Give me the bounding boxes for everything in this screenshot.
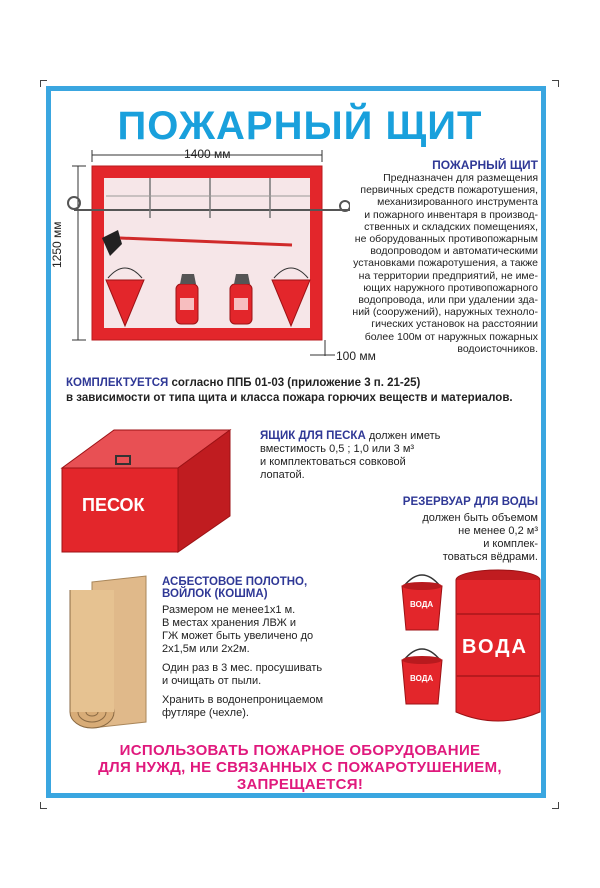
shield-desc-line: ний (сооружений), наружных техноло- (352, 306, 538, 319)
sand-box-label: ПЕСОК (82, 495, 145, 515)
kit-bold: КОМПЛЕКТУЕТСЯ (66, 377, 169, 389)
bucket-label: ВОДА (410, 600, 434, 609)
crop-mark (552, 80, 559, 87)
shield-desc-line: ственных и складских помещениях, (364, 220, 538, 233)
felt-care-line: Один раз в 3 мес. просушивать (162, 662, 323, 674)
crop-mark (552, 802, 559, 809)
water-text (360, 512, 538, 564)
felt-line: В местах хранения ЛВЖ и (162, 617, 296, 629)
shield-desc-line: не оборудованных противопожарным (354, 233, 538, 246)
bucket-label: ВОДА (410, 674, 434, 683)
sand-line: и комплектоваться совковой (260, 456, 406, 468)
warning-line: ЗАПРЕЩАЕТСЯ! (236, 776, 364, 793)
water-line: должен быть объемом (422, 512, 538, 524)
fire-shield-illustration (60, 148, 350, 368)
page-title: ПОЖАРНЫЙ ЩИТ (117, 104, 483, 148)
felt-care-line: и очищать от пыли. (162, 675, 262, 687)
shield-desc-line: водоисточников. (457, 342, 538, 355)
sand-box-illustration (58, 420, 238, 560)
warning-line: ИСПОЛЬЗОВАТЬ ПОЖАРНОЕ ОБОРУДОВАНИЕ (119, 742, 481, 759)
shield-desc-line: и пожарного инвентаря в производ- (364, 208, 538, 221)
felt-text (162, 576, 372, 720)
kit-text (66, 376, 536, 406)
shield-desc-line: более 100м от наружных пожарных (364, 330, 538, 343)
offset-dimension: 100 мм (336, 349, 376, 363)
shield-desc-line: водопровода, или при удалении зда- (358, 294, 538, 307)
water-line: товаться вёдрами. (442, 551, 538, 563)
shield-heading: ПОЖАРНЫЙ ЩИТ (432, 158, 538, 172)
sand-line: вместимость 0,5 ; 1,0 или 3 м³ (260, 443, 415, 455)
height-dimension: 1250 мм (50, 221, 64, 268)
barrel-label: ВОДА (462, 636, 528, 658)
felt-store-line: футляре (чехле). (162, 707, 249, 719)
felt-line: ГЖ может быть увеличено до (162, 630, 314, 642)
warning-line: ДЛЯ НУЖД, НЕ СВЯЗАННЫХ С ПОЖАРОТУШЕНИЕМ, (98, 759, 502, 776)
shield-desc-line: ющих наружного противопожарного (363, 281, 538, 294)
kit-line2: в зависимости от типа щита и класса пожара горючих веществ и материалов. (66, 392, 513, 404)
shield-desc-line: установками пожаротушения, а также (353, 257, 538, 270)
felt-line: Размером не менее1х1 м. (162, 604, 296, 616)
water-line: и комплек- (483, 538, 538, 550)
sand-text (260, 430, 500, 482)
sand-line: лопатой. (260, 469, 305, 481)
kit-rest: согласно ППБ 01-03 (приложение 3 п. 21-25) (171, 377, 421, 389)
felt-store-line: Хранить в водонепроницаемом (162, 694, 324, 706)
shield-desc-line: водопроводом и автоматическими (370, 245, 538, 258)
felt-roll-illustration (62, 572, 152, 732)
shield-desc-line: на территории предприятий, не име- (358, 269, 538, 282)
sand-heading: ЯЩИК ДЛЯ ПЕСКА (260, 430, 366, 442)
shield-desc-line: первичных средств пожаротушения, (360, 184, 538, 197)
shield-desc-line: Предназначен для размещения (383, 172, 538, 184)
felt-heading: ВОЙЛОК (КОШМА) (162, 588, 268, 600)
water-line: не менее 0,2 м³ (458, 525, 538, 537)
crop-mark (40, 802, 47, 809)
shield-desc-line: гических установок на расстоянии (371, 318, 538, 331)
felt-line: 2х1,5м или 2х2м. (162, 643, 250, 655)
shield-description (330, 172, 538, 355)
sand-line: должен иметь (368, 430, 441, 442)
water-heading: РЕЗЕРВУАР ДЛЯ ВОДЫ (402, 496, 538, 508)
shield-desc-line: механизированного инструмента (377, 196, 538, 209)
warning-text (60, 742, 540, 793)
width-dimension: 1400 мм (184, 147, 231, 161)
felt-heading: АСБЕСТОВОЕ ПОЛОТНО, (162, 576, 308, 588)
